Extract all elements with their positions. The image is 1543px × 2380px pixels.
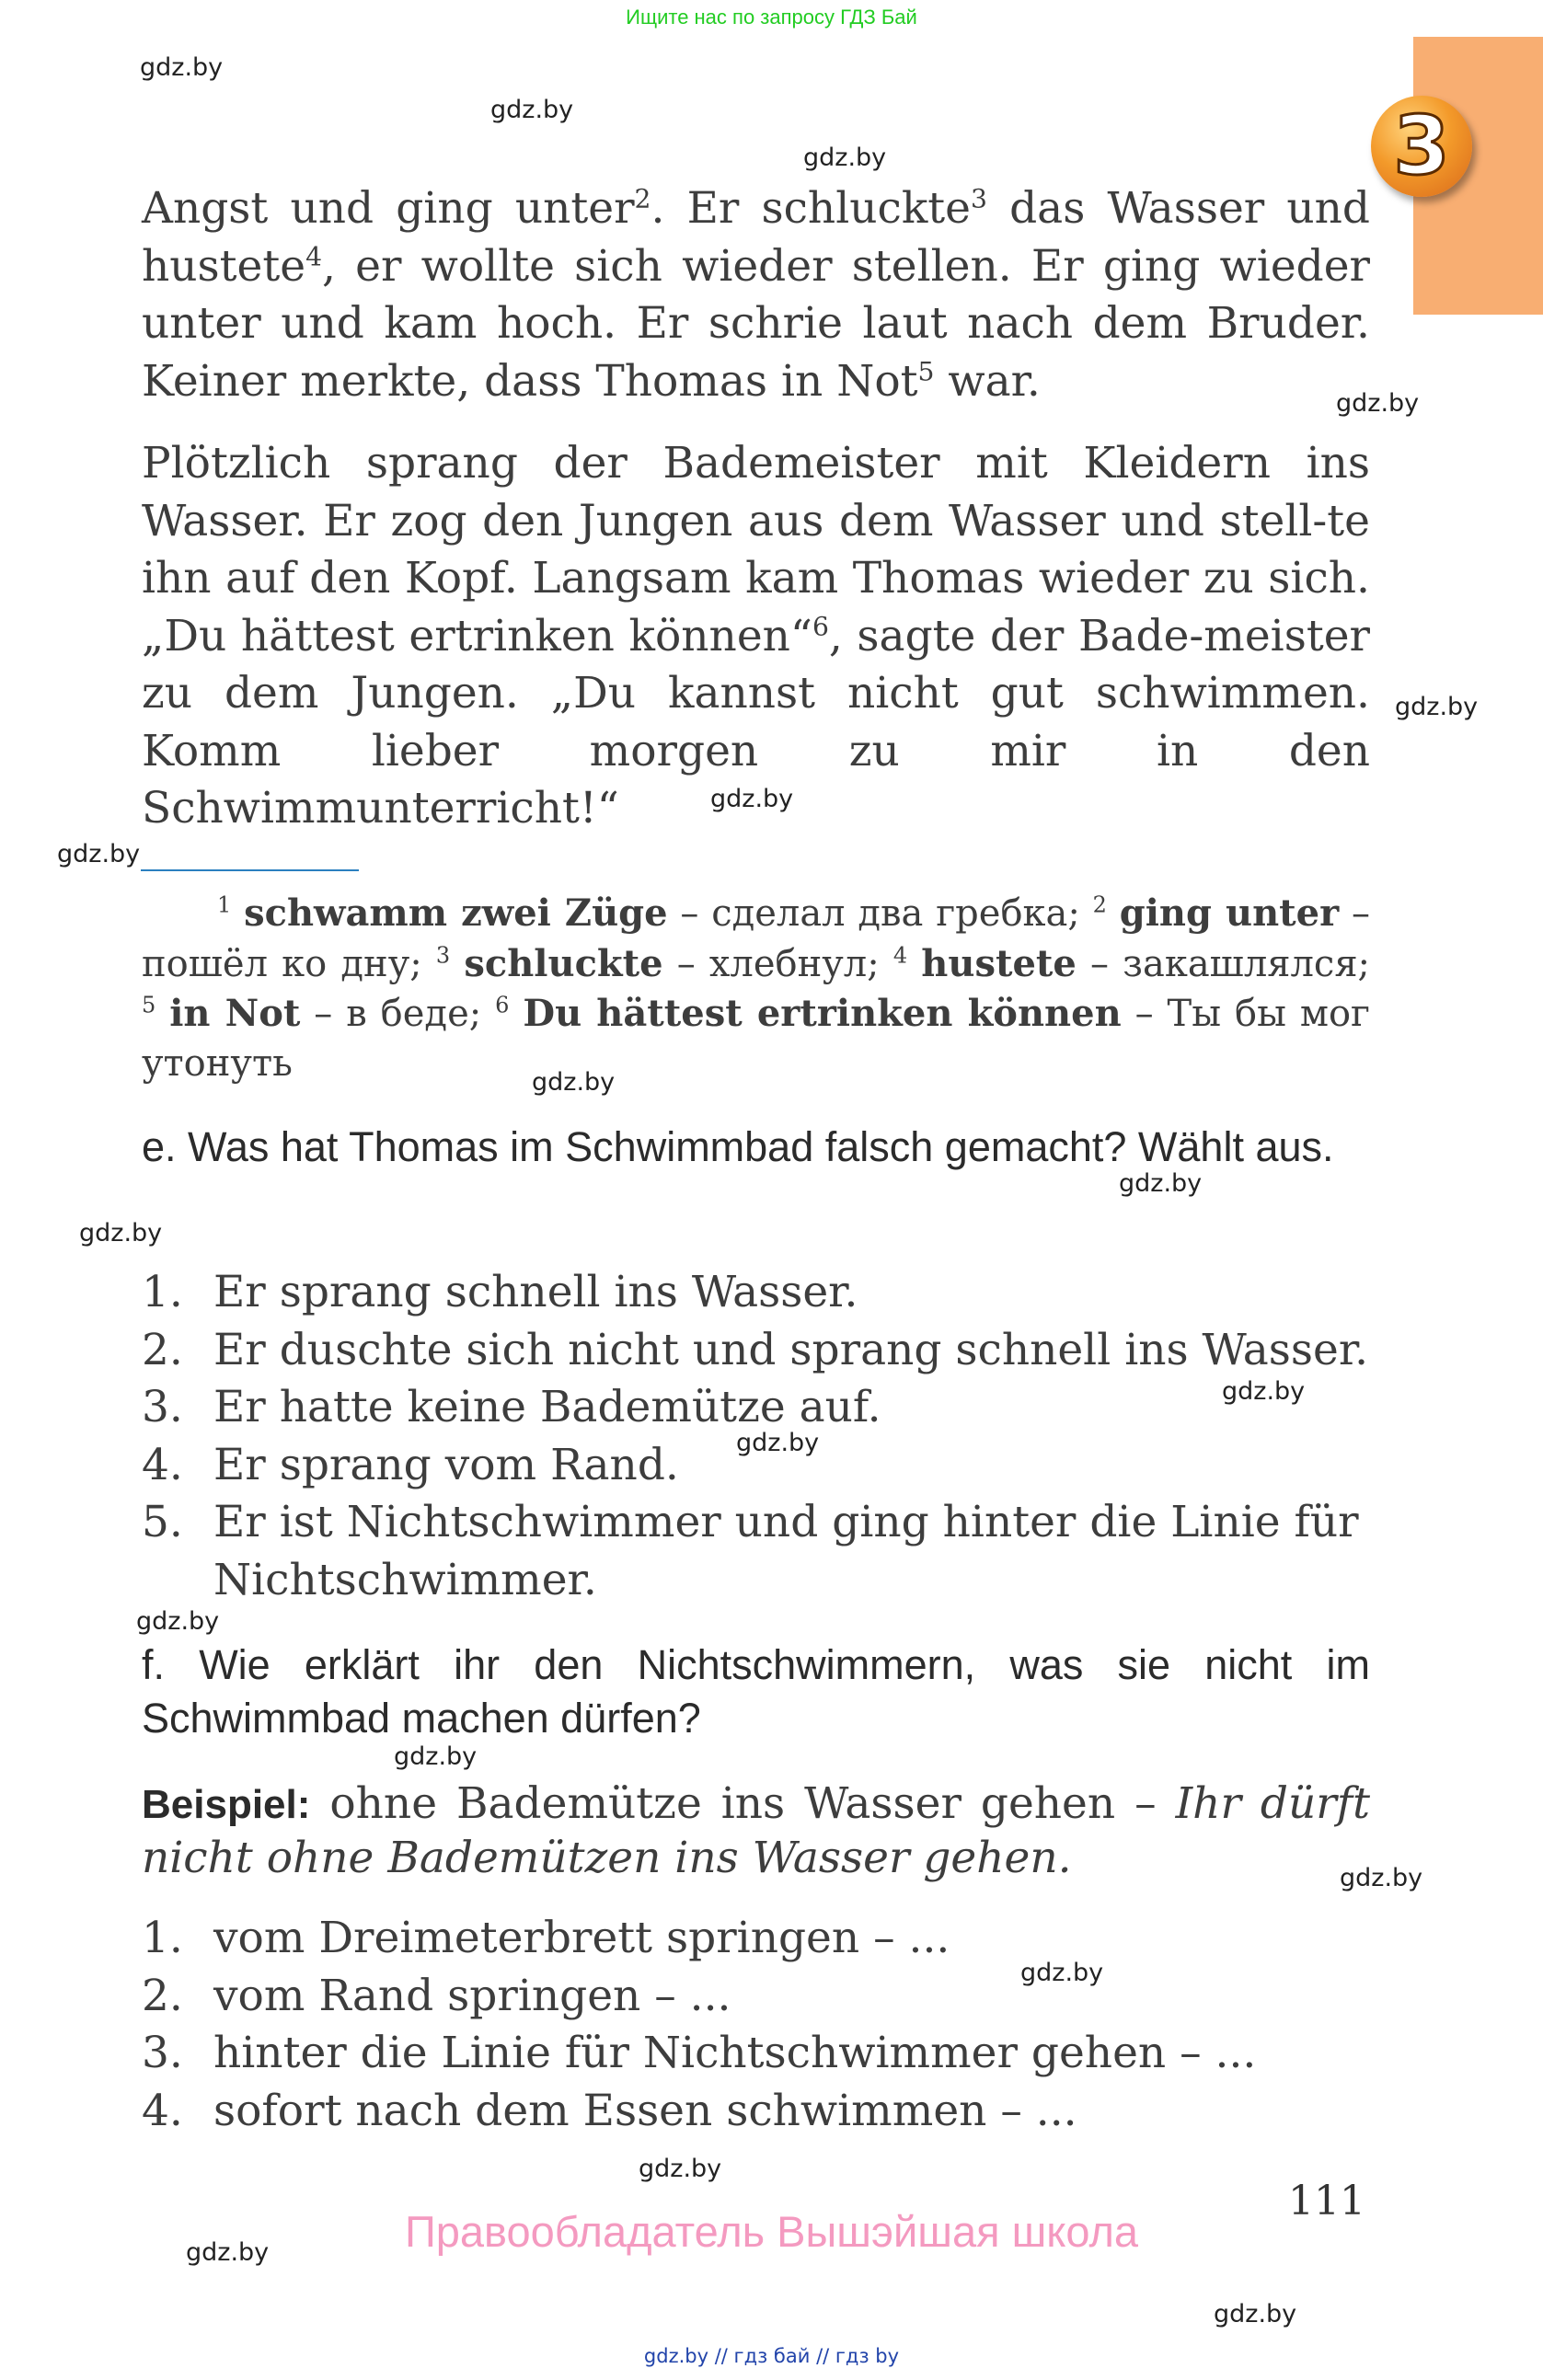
copyright-notice: Правообладатель Вышэйшая школа [404, 2207, 1139, 2256]
list-item: 1. vom Dreimeterbrett springen – ... [142, 1913, 950, 1963]
example-label: Beispiel: [142, 1782, 311, 1827]
list-item: 3. Er hatte keine Bademütze auf. [142, 1382, 881, 1432]
chapter-number-badge: 3 [1371, 96, 1472, 197]
watermark: gdz.by [1336, 389, 1420, 418]
list-item: 4. sofort nach dem Essen schwimmen – ... [142, 2085, 1077, 2136]
watermark: gdz.by [1340, 1864, 1423, 1892]
watermark: gdz.by [1214, 2300, 1297, 2328]
list-item: 2. Er duschte sich nicht und sprang schnell ins Wasser. [142, 1324, 1369, 1375]
watermark: gdz.by [136, 1607, 220, 1636]
watermark: gdz.by [803, 144, 887, 172]
task-e-heading: e. Was hat Thomas im Schwimmbad falsch gemacht? Wählt aus. [142, 1123, 1334, 1170]
watermark: gdz.by [140, 53, 224, 82]
bottom-links[interactable]: gdz.by // гдз бай // гдз by [643, 2345, 900, 2367]
footnotes: $^1$ schwamm zwei Züge – сделал два гребка; $^2$ ging unter – пошёл ко дну; $^3$ schluckte – хлебнул; $^4$ hustete – закашлялся; $^5$ in Not – в беде; $^6$ Du hättest ertrinken können – Ты бы мог утонуть [142, 891, 1371, 1085]
task-e-options [142, 1264, 1370, 1609]
watermark: gdz.by [1119, 1169, 1203, 1198]
top-banner: Ищите нас по запросу ГДЗ Бай [626, 6, 917, 29]
list-item: 3. hinter die Linie für Nichtschwimmer gehen – ... [142, 2028, 1257, 2078]
watermark: gdz.by [79, 1219, 163, 1247]
watermark: gdz.by [1395, 693, 1479, 721]
list-item: 4. Er sprang vom Rand. [142, 1439, 679, 1490]
task-f-heading: f. Wie erklärt ihr den Nichtschwimmern, was sie nicht im Schwimmbad machen dürfen? [142, 1641, 1370, 1742]
list-item: 1. Er sprang schnell ins Wasser. [142, 1267, 858, 1317]
list-item: 5. Er ist Nichtschwimmer und ging hinter die Linie für Nichtschwimmer. [142, 1497, 1359, 1605]
watermark: gdz.by [710, 785, 794, 813]
list-item: 2. vom Rand springen – ... [142, 1970, 731, 2021]
watermark: gdz.by [532, 1068, 616, 1097]
watermark: gdz.by [186, 2238, 270, 2267]
watermark: gdz.by [394, 1742, 478, 1771]
footnote-divider [141, 869, 359, 871]
page-number: 111 [1288, 2178, 1365, 2225]
watermark: gdz.by [639, 2155, 722, 2183]
watermark: gdz.by [57, 840, 141, 868]
watermark: gdz.by [1020, 1959, 1104, 1987]
watermark: gdz.by [1222, 1377, 1306, 1406]
story-paragraph-2: Plötzlich sprang der Bademeister mit Kleidern ins Wasser. Er zog den Jungen aus dem Wasser und stell-te ihn auf den Kopf. Langsam kam Thomas wieder zu sich. „Du hättest ertrinken können“$^6$, sagte der Bade-meister zu dem Jungen. „Du kannst nicht gut schwimmen. Komm lieber morgen zu mir in den Schwimmunterricht!“ [142, 438, 1370, 834]
watermark: gdz.by [736, 1429, 820, 1457]
task-f-items [142, 1910, 1370, 2140]
watermark: gdz.by [490, 96, 574, 124]
story-paragraph-1: Angst und ging unter$^2$. Er schluckte$^3$ das Wasser und hustete$^4$, er wollte sich wieder stellen. Er ging wieder unter und kam hoch. Er schrie laut nach dem Bruder. Keiner merkte, dass Thomas in Not$^5$ war. [142, 183, 1370, 407]
task-f-example: Beispiel: ohne Bademütze ins Wasser gehen – Ihr dürft nicht ohne Bademützen ins Wasser gehen. [142, 1778, 1370, 1883]
